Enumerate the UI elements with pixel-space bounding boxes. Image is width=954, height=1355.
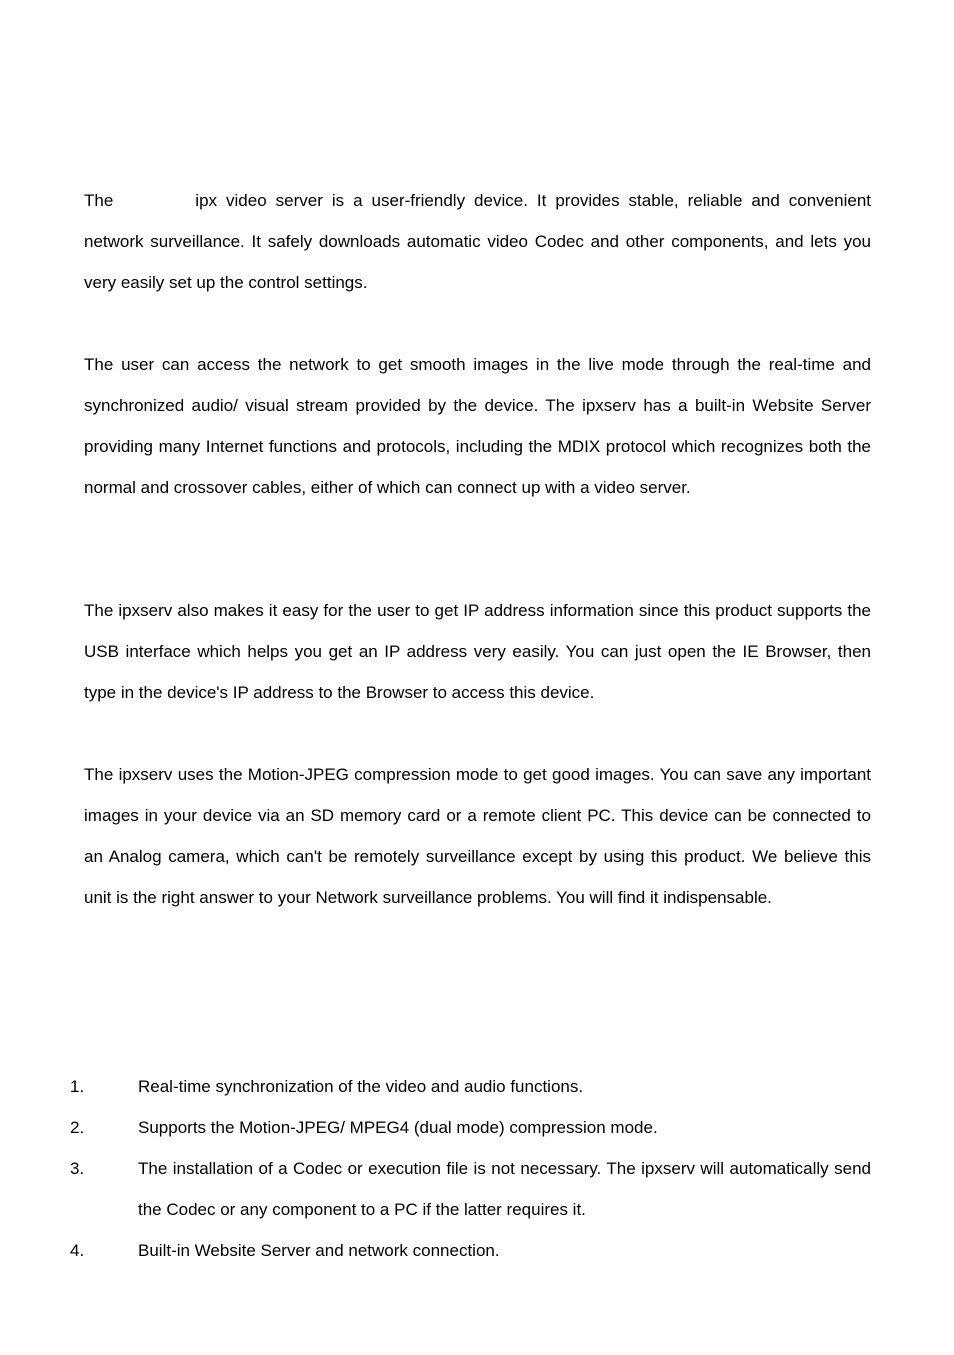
intro-lead: The xyxy=(84,191,114,210)
list-item xyxy=(0,1230,954,1271)
list-item-number: 3. xyxy=(70,1159,85,1178)
access-paragraph: The user can access the network to get smooth images in the live mode through the real-time and synchronized audio/ visual stream provided by the device. The ipxserv has a built-in Website Server providing many Internet functions and protocols, including the MDIX protocol which recognizes both the normal and crossover cables, either of which can connect up with a video server. xyxy=(84,355,871,497)
list-item-number: 4. xyxy=(70,1241,85,1260)
list-item-text: Supports the Motion-JPEG/ MPEG4 (dual mode) compression mode. xyxy=(138,1118,658,1137)
intro-rest: ipx video server is a user-friendly device. It provides stable, reliable and convenient network surveillance. It safely downloads automatic video Codec and other components, and lets you very easily set up the control settings. xyxy=(84,191,871,292)
list-item-number: 1. xyxy=(70,1077,85,1096)
list-item xyxy=(0,1066,954,1107)
list-item-text: Real-time synchronization of the video and audio functions. xyxy=(138,1077,584,1096)
ip-address-paragraph: The ipxserv also makes it easy for the user to get IP address information since this product supports the USB interface which helps you get an IP address very easily. You can just open the IE Browser, then type in the device's IP address to the Browser to access this device. xyxy=(84,601,871,702)
list-item-text: Built-in Website Server and network connection. xyxy=(138,1241,500,1260)
compression-paragraph: The ipxserv uses the Motion-JPEG compression mode to get good images. You can save any important images in your device via an SD memory card or a remote client PC. This device can be connected to an Analog camera, which can't be remotely surveillance except by using this product. We believe this unit is the right answer to your Network surveillance problems. You will find it indispensable. xyxy=(84,765,871,907)
list-item-text: The installation of a Codec or execution file is not necessary. The ipxserv will automatically send the Codec or any component to a PC if the latter requires it. xyxy=(138,1159,871,1219)
list-item-number: 2. xyxy=(70,1118,85,1137)
feature-list xyxy=(0,1066,954,1271)
list-item xyxy=(0,1148,954,1230)
intro-paragraph xyxy=(84,180,871,303)
list-item xyxy=(0,1107,954,1148)
